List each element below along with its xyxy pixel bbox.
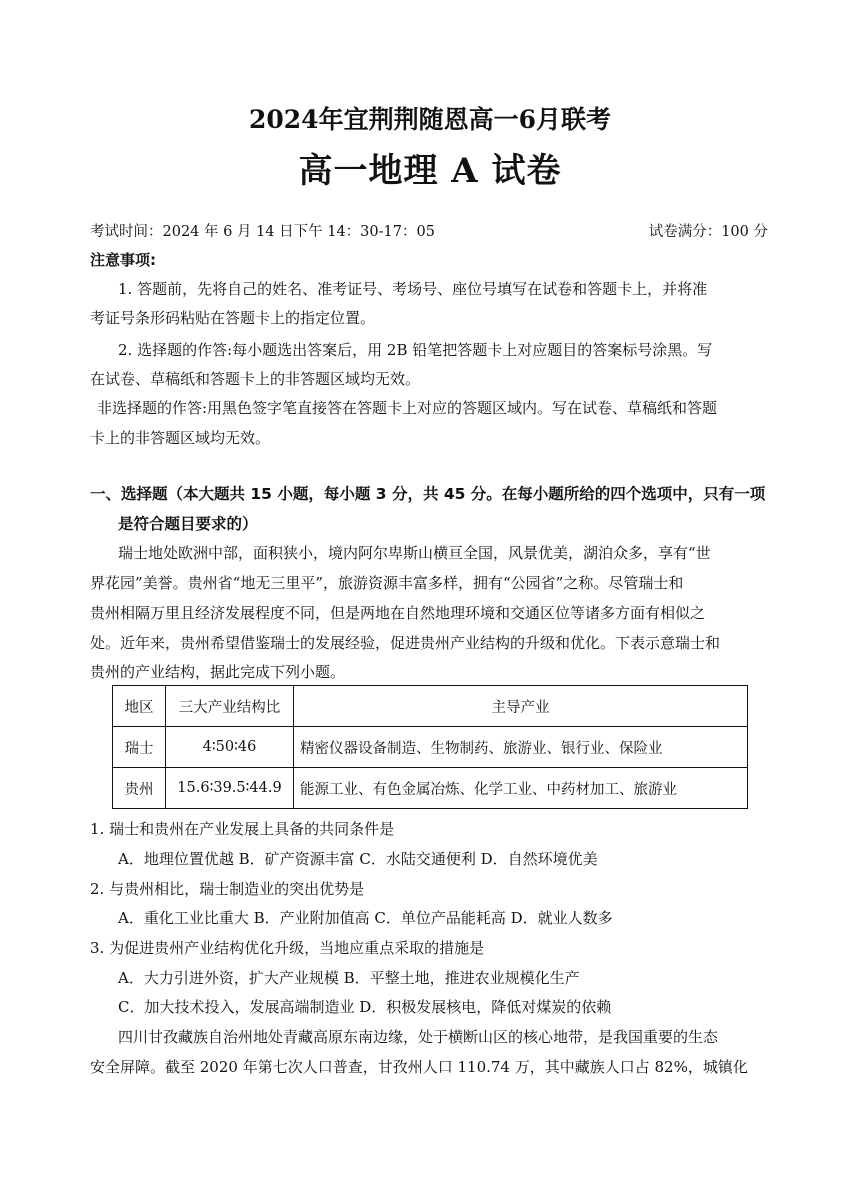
table-cell: 能源工业、有色金属冶炼、化学工业、中药材加工、旅游业 <box>294 768 748 809</box>
table-cell: 精密仪器设备制造、生物制药、旅游业、银行业、保险业 <box>294 727 748 768</box>
question-options: A．大力引进外资，扩大产业规模 B．平整土地，推进农业规模化生产 <box>118 969 580 987</box>
paper-subtitle: 高一地理 A 试卷 <box>298 151 562 191</box>
notes-line: 2. 选择题的作答:每小题选出答案后，用 2B 铅笔把答题卡上对应题目的答案标号涂黑。写 <box>118 341 713 359</box>
notes-line: 卡上的非答题区域均无效。 <box>90 429 271 447</box>
question-options: A．地理位置优越 B．矿产资源丰富 C．水陆交通便利 D．自然环境优美 <box>118 850 598 868</box>
exam-title: 2024年宜荆荆随恩高一6月联考 <box>249 105 611 134</box>
passage-line: 安全屏障。截至 2020 年第七次人口普查，甘孜州人口 110.74 万，其中藏族人口占 82%，城镇化 <box>90 1058 748 1076</box>
table-header-cell: 三大产业结构比 <box>166 686 294 727</box>
notes-line: 非选择题的作答:用黑色签字笔直接答在答题卡上对应的答题区域内。写在试卷、草稿纸和答题 <box>97 399 718 417</box>
full-score: 试卷满分：100 分 <box>648 224 768 240</box>
section-heading: 一、选择题（本大题共 15 小题，每小题 3 分，共 45 分。在每小题所给的四个选项中，只有一项 <box>90 485 766 503</box>
passage-line: 瑞士地处欧洲中部，面积狭小，境内阿尔卑斯山横亘全国，风景优美，湖泊众多，享有“世 <box>118 544 711 562</box>
passage-line: 处。近年来，贵州希望借鉴瑞士的发展经验，促进贵州产业结构的升级和优化。下表示意瑞士和 <box>90 634 721 652</box>
table-header-cell: 地区 <box>113 686 166 727</box>
table-cell: 4∶50∶46 <box>166 727 294 768</box>
industry-structure-table <box>112 685 748 809</box>
passage-line: 贵州相隔万里且经济发展程度不同，但是两地在自然地理环境和交通区位等诸多方面有相似之 <box>90 604 706 622</box>
section-heading: 是符合题目要求的） <box>118 515 258 533</box>
question-stem: 3. 为促进贵州产业结构优化升级，当地应重点采取的措施是 <box>90 939 485 957</box>
notes-line: 在试卷、草稿纸和答题卡上的非答题区域均无效。 <box>90 370 421 388</box>
passage-line: 四川甘孜藏族自治州地处青藏高原东南边缘，处于横断山区的核心地带，是我国重要的生态 <box>118 1028 719 1046</box>
passage-line: 界花园”美誉。贵州省“地无三里平”，旅游资源丰富多样，拥有“公园省”之称。尽管瑞士和 <box>90 574 684 592</box>
table-header-cell: 主导产业 <box>294 686 748 727</box>
notes-line: 考证号条形码粘贴在答题卡上的指定位置。 <box>90 309 376 327</box>
table-row <box>113 768 748 809</box>
question-options: A．重化工业比重大 B．产业附加值高 C．单位产品能耗高 D．就业人数多 <box>118 909 613 927</box>
table-row <box>113 727 748 768</box>
passage-line: 贵州的产业结构，据此完成下列小题。 <box>90 663 346 681</box>
notes-title: 注意事项: <box>90 251 156 269</box>
question-options: C．加大技术投入，发展高端制造业 D．积极发展核电，降低对煤炭的依赖 <box>118 998 612 1016</box>
table-cell: 贵州 <box>113 768 166 809</box>
table-cell: 15.6∶39.5∶44.9 <box>166 768 294 809</box>
notes-line: 1. 答题前，先将自己的姓名、准考证号、考场号、座位号填写在试卷和答题卡上，并将准 <box>118 280 708 298</box>
table-header-row <box>113 686 748 727</box>
exam-time: 考试时间：2024 年 6 月 14 日下午 14：30-17：05 <box>90 224 435 240</box>
table-cell: 瑞士 <box>113 727 166 768</box>
question-stem: 2. 与贵州相比，瑞士制造业的突出优势是 <box>90 880 365 898</box>
question-stem: 1. 瑞士和贵州在产业发展上具备的共同条件是 <box>90 820 395 838</box>
